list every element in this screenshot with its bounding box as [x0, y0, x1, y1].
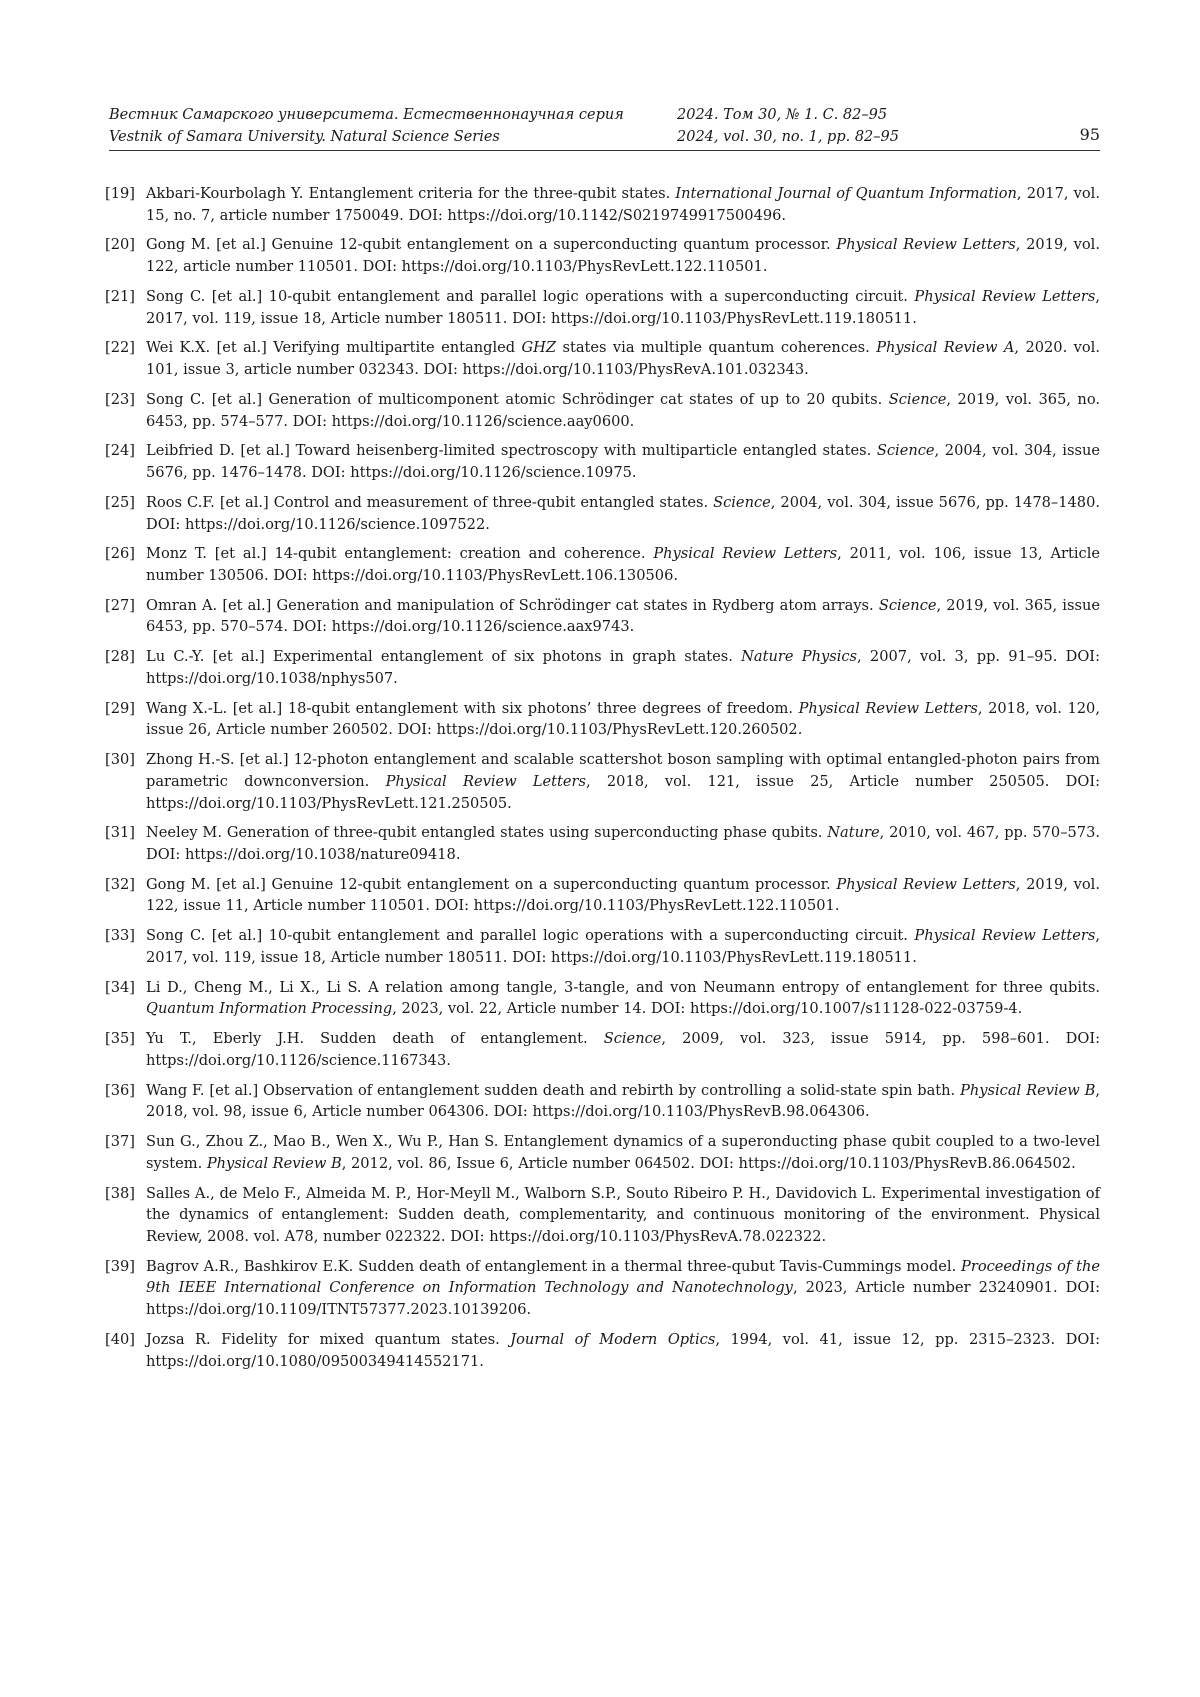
reference-number: [19]	[105, 185, 135, 202]
reference-text-part: Akbari-Kourbolagh Y. Entanglement criteria for the three-qubit states.	[146, 185, 676, 202]
reference-text-part: Jozsa R. Fidelity for mixed quantum states.	[146, 1330, 511, 1348]
header-row-ru	[109, 104, 1100, 126]
reference-text-part: , 2010, vol. 467, pp. 570–573. DOI: https://doi.org/10.1038/nature09418.	[146, 824, 1100, 863]
reference-number: [28]	[105, 648, 135, 666]
reference-source-italic: Science	[888, 390, 947, 408]
reference-text-part: , 2011, vol. 106, issue 13, Article number 130506. DOI: https://doi.org/10.1103/PhysRevLett.106.130506.	[146, 545, 1101, 584]
reference-source-italic: Quantum Information Processing	[146, 1000, 393, 1018]
reference-item	[105, 389, 1100, 432]
journal-title-en: Vestnik of Samara University. Natural Science Series	[109, 129, 500, 145]
reference-text-part: Omran A. [et al.] Generation and manipulation of Schrödinger cat states in Rydberg atom arrays.	[146, 596, 879, 614]
reference-text-part: Gong M. [et al.] Genuine 12-qubit entanglement on a superconducting quantum processor.	[146, 236, 837, 254]
reference-item	[105, 1256, 1100, 1321]
reference-number: [29]	[105, 699, 135, 717]
reference-text	[146, 1329, 1100, 1372]
reference-text	[146, 337, 1100, 380]
reference-text-part: , 1994, vol. 41, issue 12, pp. 2315–2323. DOI: https://doi.org/10.1080/09500349414552171.	[146, 1330, 1100, 1370]
reference-source-italic: Physical Review Letters	[914, 287, 1096, 305]
reference-source-italic: Nature	[827, 824, 880, 842]
reference-source-italic: Journal of Modern Optics	[510, 1330, 716, 1348]
page-number: 95	[1079, 125, 1100, 144]
reference-text-part: Gong M. [et al.] Genuine 12-qubit entanglement on a superconducting quantum processor.	[146, 875, 837, 893]
reference-item	[105, 1080, 1100, 1123]
reference-text	[146, 595, 1100, 638]
reference-number: [26]	[105, 545, 135, 563]
reference-text	[146, 389, 1100, 432]
reference-number: [22]	[105, 339, 135, 357]
reference-text	[146, 183, 1100, 226]
reference-source-italic: Science	[876, 442, 935, 460]
reference-item	[105, 492, 1100, 535]
reference-text-part: , 2018, vol. 121, issue 25, Article number 250505. DOI: https://doi.org/10.1103/PhysRevLett.121.250505.	[146, 772, 1101, 812]
reference-source-italic: Physical Review B	[206, 1154, 342, 1172]
reference-text-part: Li D., Cheng M., Li X., Li S. A relation among tangle, 3-tangle, and von Neumann entropy of entanglement for three qubits.	[146, 978, 1100, 996]
reference-text-part: Bagrov A.R., Bashkirov E.K. Sudden death of entanglement in a thermal three-qubut Tavis-Cummings model.	[146, 1257, 962, 1275]
reference-source-italic: Physical Review Letters	[914, 927, 1096, 945]
reference-text	[146, 925, 1100, 968]
reference-number: [36]	[105, 1081, 135, 1099]
reference-source-italic: Physical Review A	[876, 339, 1015, 357]
reference-text-part: , 2020. vol. 101, issue 3, article number 032343. DOI: https://doi.org/10.1103/PhysRevA.101.032343.	[146, 339, 1100, 379]
reference-source-italic: Science	[713, 493, 771, 511]
reference-text	[146, 1080, 1100, 1123]
reference-item	[105, 977, 1100, 1020]
reference-text-part: , 2023, vol. 22, Article number 14. DOI: https://doi.org/10.1007/s11128-022-03759-4.	[392, 1000, 1023, 1018]
reference-text-part: states via multiple quantum coherences.	[556, 339, 877, 357]
reference-source-italic: Physical Review Letters	[385, 772, 587, 790]
reference-text-part: , 2023, Article number 23240901. DOI: https://doi.org/10.1109/ITNT57377.2023.10139206.	[146, 1279, 1100, 1319]
reference-text-part: , 2017, vol. 119, issue 18, Article number 180511. DOI: https://doi.org/10.1103/PhysRevLett.119.180511.	[146, 927, 1101, 966]
reference-text-part: Wang F. [et al.] Observation of entanglement sudden death and rebirth by controlling a solid-state spin bath.	[146, 1081, 961, 1099]
reference-text	[146, 1183, 1100, 1248]
reference-source-italic: Physical Review B	[960, 1081, 1096, 1099]
reference-text-part: Leibfried D. [et al.] Toward heisenberg-limited spectroscopy with multiparticle entangled states.	[146, 442, 877, 460]
reference-source-italic: Science	[603, 1030, 662, 1048]
reference-source-italic: Physical Review Letters	[836, 875, 1016, 893]
reference-text	[146, 440, 1100, 483]
reference-text	[146, 874, 1100, 917]
reference-source-italic: Science	[878, 596, 937, 614]
reference-number: [25]	[105, 493, 135, 511]
reference-number: [23]	[105, 390, 135, 408]
reference-number: [37]	[105, 1133, 135, 1151]
reference-text	[146, 1028, 1100, 1071]
reference-source-italic: GHZ	[521, 339, 557, 357]
issue-info-en: 2024, vol. 30, no. 1, pp. 82–95	[677, 129, 899, 145]
reference-text-part: , 2012, vol. 86, Issue 6, Article number 064502. DOI: https://doi.org/10.1103/PhysRevB.86.064502.	[341, 1154, 1076, 1172]
reference-number: [35]	[105, 1030, 135, 1048]
reference-number: [30]	[105, 751, 135, 769]
reference-text-part: , 2004, vol. 304, issue 5676, pp. 1478–1480. DOI: https://doi.org/10.1126/science.1097522.	[146, 493, 1100, 533]
reference-text	[146, 1131, 1100, 1174]
reference-item	[105, 286, 1100, 329]
reference-item	[105, 440, 1100, 483]
reference-source-italic: Physical Review Letters	[798, 699, 978, 717]
reference-number: [21]	[105, 287, 135, 305]
reference-text-part: Salles A., de Melo F., Almeida M. P., Hor-Meyll M., Walborn S.P., Souto Ribeiro P. H., Davidovich L. Experimental investigation of the dynamics of entanglement: Sudden death, complementarity, and continuous monitoring of the environment. Physical Review, 2008. vol. A78, number 022322. DOI: https://doi.org/10.1103/PhysRevA.78.022322.	[146, 1184, 1100, 1245]
reference-item	[105, 1028, 1100, 1071]
reference-source-italic: Nature Physics	[741, 648, 858, 666]
reference-number: [20]	[105, 236, 135, 254]
reference-number: [34]	[105, 978, 135, 996]
reference-source-italic: Physical Review Letters	[836, 236, 1016, 254]
journal-title-ru: Вестник Самарского университета. Естественнонаучная серия	[109, 107, 624, 123]
reference-text-part: Roos C.F. [et al.] Control and measurement of three-qubit entangled states.	[146, 493, 714, 511]
reference-source-italic: Physical Review Letters	[653, 545, 838, 563]
reference-item	[105, 1329, 1100, 1372]
reference-item	[105, 646, 1100, 689]
reference-text	[146, 286, 1100, 329]
running-header	[109, 104, 1100, 151]
reference-text-part: Wei K.X. [et al.] Verifying multipartite entangled	[146, 339, 522, 357]
reference-item	[105, 749, 1100, 814]
reference-text	[146, 822, 1100, 865]
reference-item	[105, 183, 1100, 226]
reference-item	[105, 595, 1100, 638]
reference-text	[146, 977, 1100, 1020]
reference-text	[146, 492, 1100, 535]
reference-item	[105, 1183, 1100, 1248]
reference-text-part: Song C. [et al.] 10-qubit entanglement and parallel logic operations with a superconducting circuit.	[146, 927, 915, 945]
reference-number: [27]	[105, 596, 135, 614]
reference-list	[105, 183, 1100, 1380]
reference-item	[105, 543, 1100, 586]
reference-text-part: , 2017, vol. 119, issue 18, Article number 180511. DOI: https://doi.org/10.1103/PhysRevLett.119.180511.	[146, 287, 1101, 327]
reference-text-part: , 2009, vol. 323, issue 5914, pp. 598–601. DOI: https://doi.org/10.1126/science.1167343.	[146, 1030, 1100, 1069]
reference-text-part: Neeley M. Generation of three-qubit entangled states using superconducting phase qubits.	[146, 824, 828, 842]
reference-text	[146, 749, 1100, 814]
reference-text-part: , 2007, vol. 3, pp. 91–95. DOI: https://doi.org/10.1038/nphys507.	[146, 648, 1100, 687]
reference-text-part: , 2004, vol. 304, issue 5676, pp. 1476–1478. DOI: https://doi.org/10.1126/science.10975.	[146, 442, 1100, 482]
reference-text	[146, 543, 1100, 586]
header-row-en	[109, 126, 1100, 148]
reference-text-part: Monz T. [et al.] 14-qubit entanglement: creation and coherence.	[146, 545, 654, 563]
reference-text	[146, 1256, 1100, 1321]
reference-number: [39]	[105, 1257, 135, 1275]
reference-item	[105, 874, 1100, 917]
reference-text-part: , 2019, vol. 122, article number 110501. DOI: https://doi.org/10.1103/PhysRevLett.122.110501.	[146, 236, 1100, 276]
reference-text-part: Yu T., Eberly J.H. Sudden death of entanglement.	[146, 1030, 604, 1048]
issue-info-ru: 2024. Том 30, № 1. С. 82–95	[677, 107, 888, 123]
reference-text-part: Song C. [et al.] 10-qubit entanglement and parallel logic operations with a superconducting circuit.	[146, 287, 915, 305]
reference-text-part: , 2017, vol. 15, no. 7, article number 1750049. DOI: https://doi.org/10.1142/S0219749917500496.	[146, 185, 1100, 224]
reference-text-part: Sun G., Zhou Z., Mao B., Wen X., Wu P., Han S. Entanglement dynamics of a superonducting phase qubit coupled to a two-level system.	[146, 1133, 1100, 1172]
reference-text-part: Lu C.-Y. [et al.] Experimental entanglement of six photons in graph states.	[146, 648, 742, 666]
reference-number: [31]	[105, 824, 135, 842]
reference-number: [24]	[105, 442, 135, 460]
reference-number: [40]	[105, 1330, 135, 1348]
reference-number: [33]	[105, 927, 135, 945]
reference-item	[105, 337, 1100, 380]
reference-text-part: , 2019, vol. 365, no. 6453, pp. 574–577. DOI: https://doi.org/10.1126/science.aay0600.	[146, 390, 1101, 430]
reference-text	[146, 234, 1100, 277]
reference-number: [38]	[105, 1184, 135, 1202]
reference-text-part: , 2018, vol. 120, issue 26, Article number 260502. DOI: https://doi.org/10.1103/PhysRevLett.120.260502.	[146, 699, 1100, 739]
reference-text	[146, 646, 1100, 689]
reference-source-italic: International Journal of Quantum Information	[675, 185, 1017, 202]
reference-text-part: Wang X.-L. [et al.] 18-qubit entanglement with six photons’ three degrees of freedom.	[146, 699, 799, 717]
reference-item	[105, 822, 1100, 865]
reference-number: [32]	[105, 875, 135, 893]
reference-source-italic: Proceedings of the 9th IEEE International Conference on Information Technology and Nanotechnology	[146, 1257, 1100, 1297]
reference-text-part: Zhong H.-S. [et al.] 12-photon entanglement and scalable scattershot boson sampling with optimal entangled-photon pairs from parametric downconversion.	[146, 751, 1100, 790]
reference-item	[105, 925, 1100, 968]
reference-item	[105, 698, 1100, 741]
reference-item	[105, 1131, 1100, 1174]
reference-text-part: , 2019, vol. 122, issue 11, Article number 110501. DOI: https://doi.org/10.1103/PhysRevLett.122.110501.	[146, 875, 1100, 915]
reference-text	[146, 698, 1100, 741]
reference-text-part: Song C. [et al.] Generation of multicomponent atomic Schrödinger cat states of up to 20 qubits.	[146, 390, 889, 408]
reference-text-part: , 2019, vol. 365, issue 6453, pp. 570–574. DOI: https://doi.org/10.1126/science.aax9743.	[146, 596, 1100, 636]
reference-item	[105, 234, 1100, 277]
reference-text-part: , 2018, vol. 98, issue 6, Article number 064306. DOI: https://doi.org/10.1103/PhysRevB.98.064306.	[146, 1081, 1100, 1121]
